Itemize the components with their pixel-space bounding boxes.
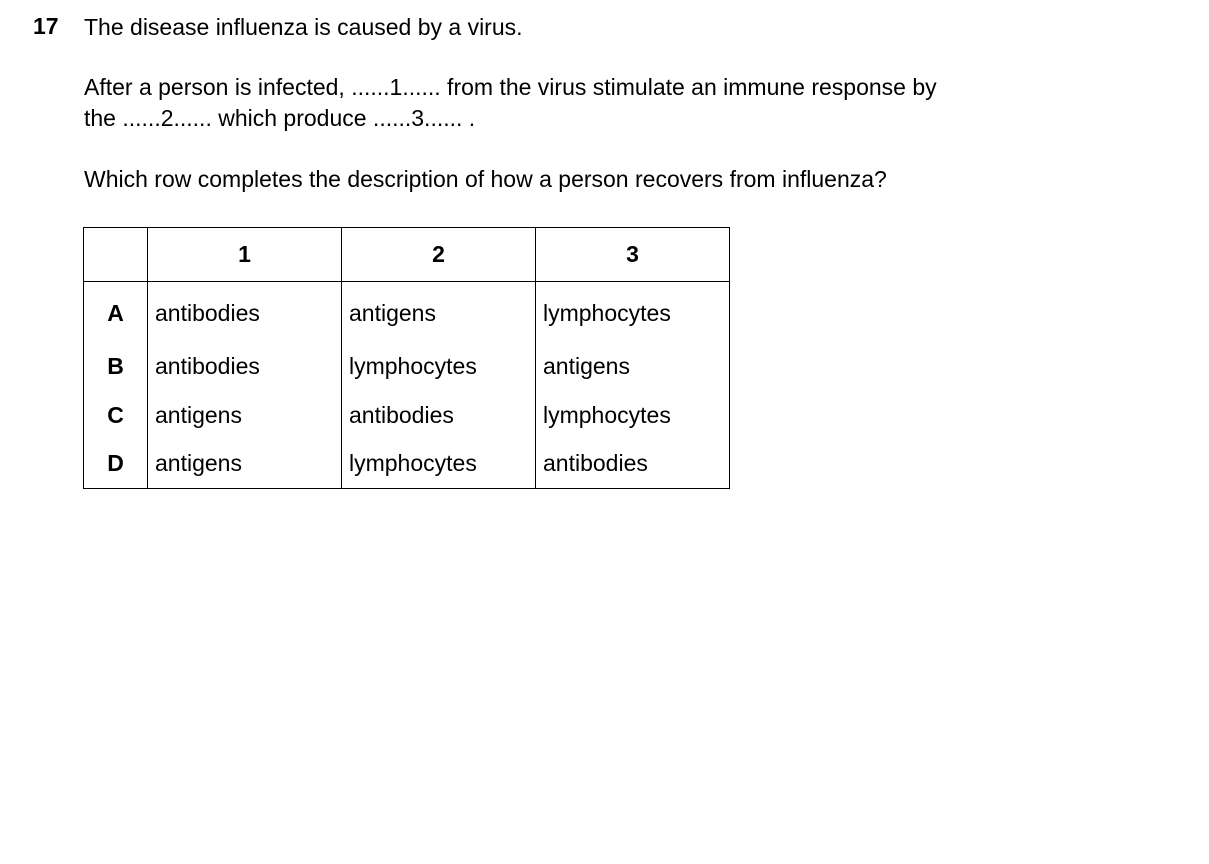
option-cell-2: antigens — [342, 282, 536, 342]
option-letter: B — [84, 342, 148, 391]
answer-options-table — [83, 227, 730, 489]
option-cell-1: antigens — [148, 391, 342, 440]
question-passage — [84, 72, 1084, 134]
question-statement: The disease influenza is caused by a virus. — [84, 14, 523, 40]
option-cell-3: lymphocytes — [536, 282, 730, 342]
question-number: 17 — [33, 13, 59, 39]
option-cell-3: lymphocytes — [536, 391, 730, 440]
table-row-b[interactable] — [84, 342, 730, 391]
option-cell-1: antibodies — [148, 282, 342, 342]
option-letter: D — [84, 440, 148, 489]
header-letter — [84, 228, 148, 282]
header-blank-2: 2 — [342, 228, 536, 282]
option-cell-1: antibodies — [148, 342, 342, 391]
option-cell-1: antigens — [148, 440, 342, 489]
question-prompt: Which row completes the description of how a person recovers from influenza? — [84, 166, 887, 192]
option-cell-2: lymphocytes — [342, 342, 536, 391]
header-blank-3: 3 — [536, 228, 730, 282]
option-letter: C — [84, 391, 148, 440]
option-cell-2: antibodies — [342, 391, 536, 440]
passage-line-2: the ......2...... which produce ......3...... . — [84, 105, 476, 131]
option-cell-3: antibodies — [536, 440, 730, 489]
passage-line-1: After a person is infected, ......1...... from the virus stimulate an immune response by — [84, 74, 937, 100]
option-cell-3: antigens — [536, 342, 730, 391]
table-row-c[interactable] — [84, 391, 730, 440]
table-row-a[interactable] — [84, 282, 730, 342]
option-cell-2: lymphocytes — [342, 440, 536, 489]
table-row-d[interactable] — [84, 440, 730, 489]
table-header-row — [84, 228, 730, 282]
option-letter: A — [84, 282, 148, 342]
header-blank-1: 1 — [148, 228, 342, 282]
